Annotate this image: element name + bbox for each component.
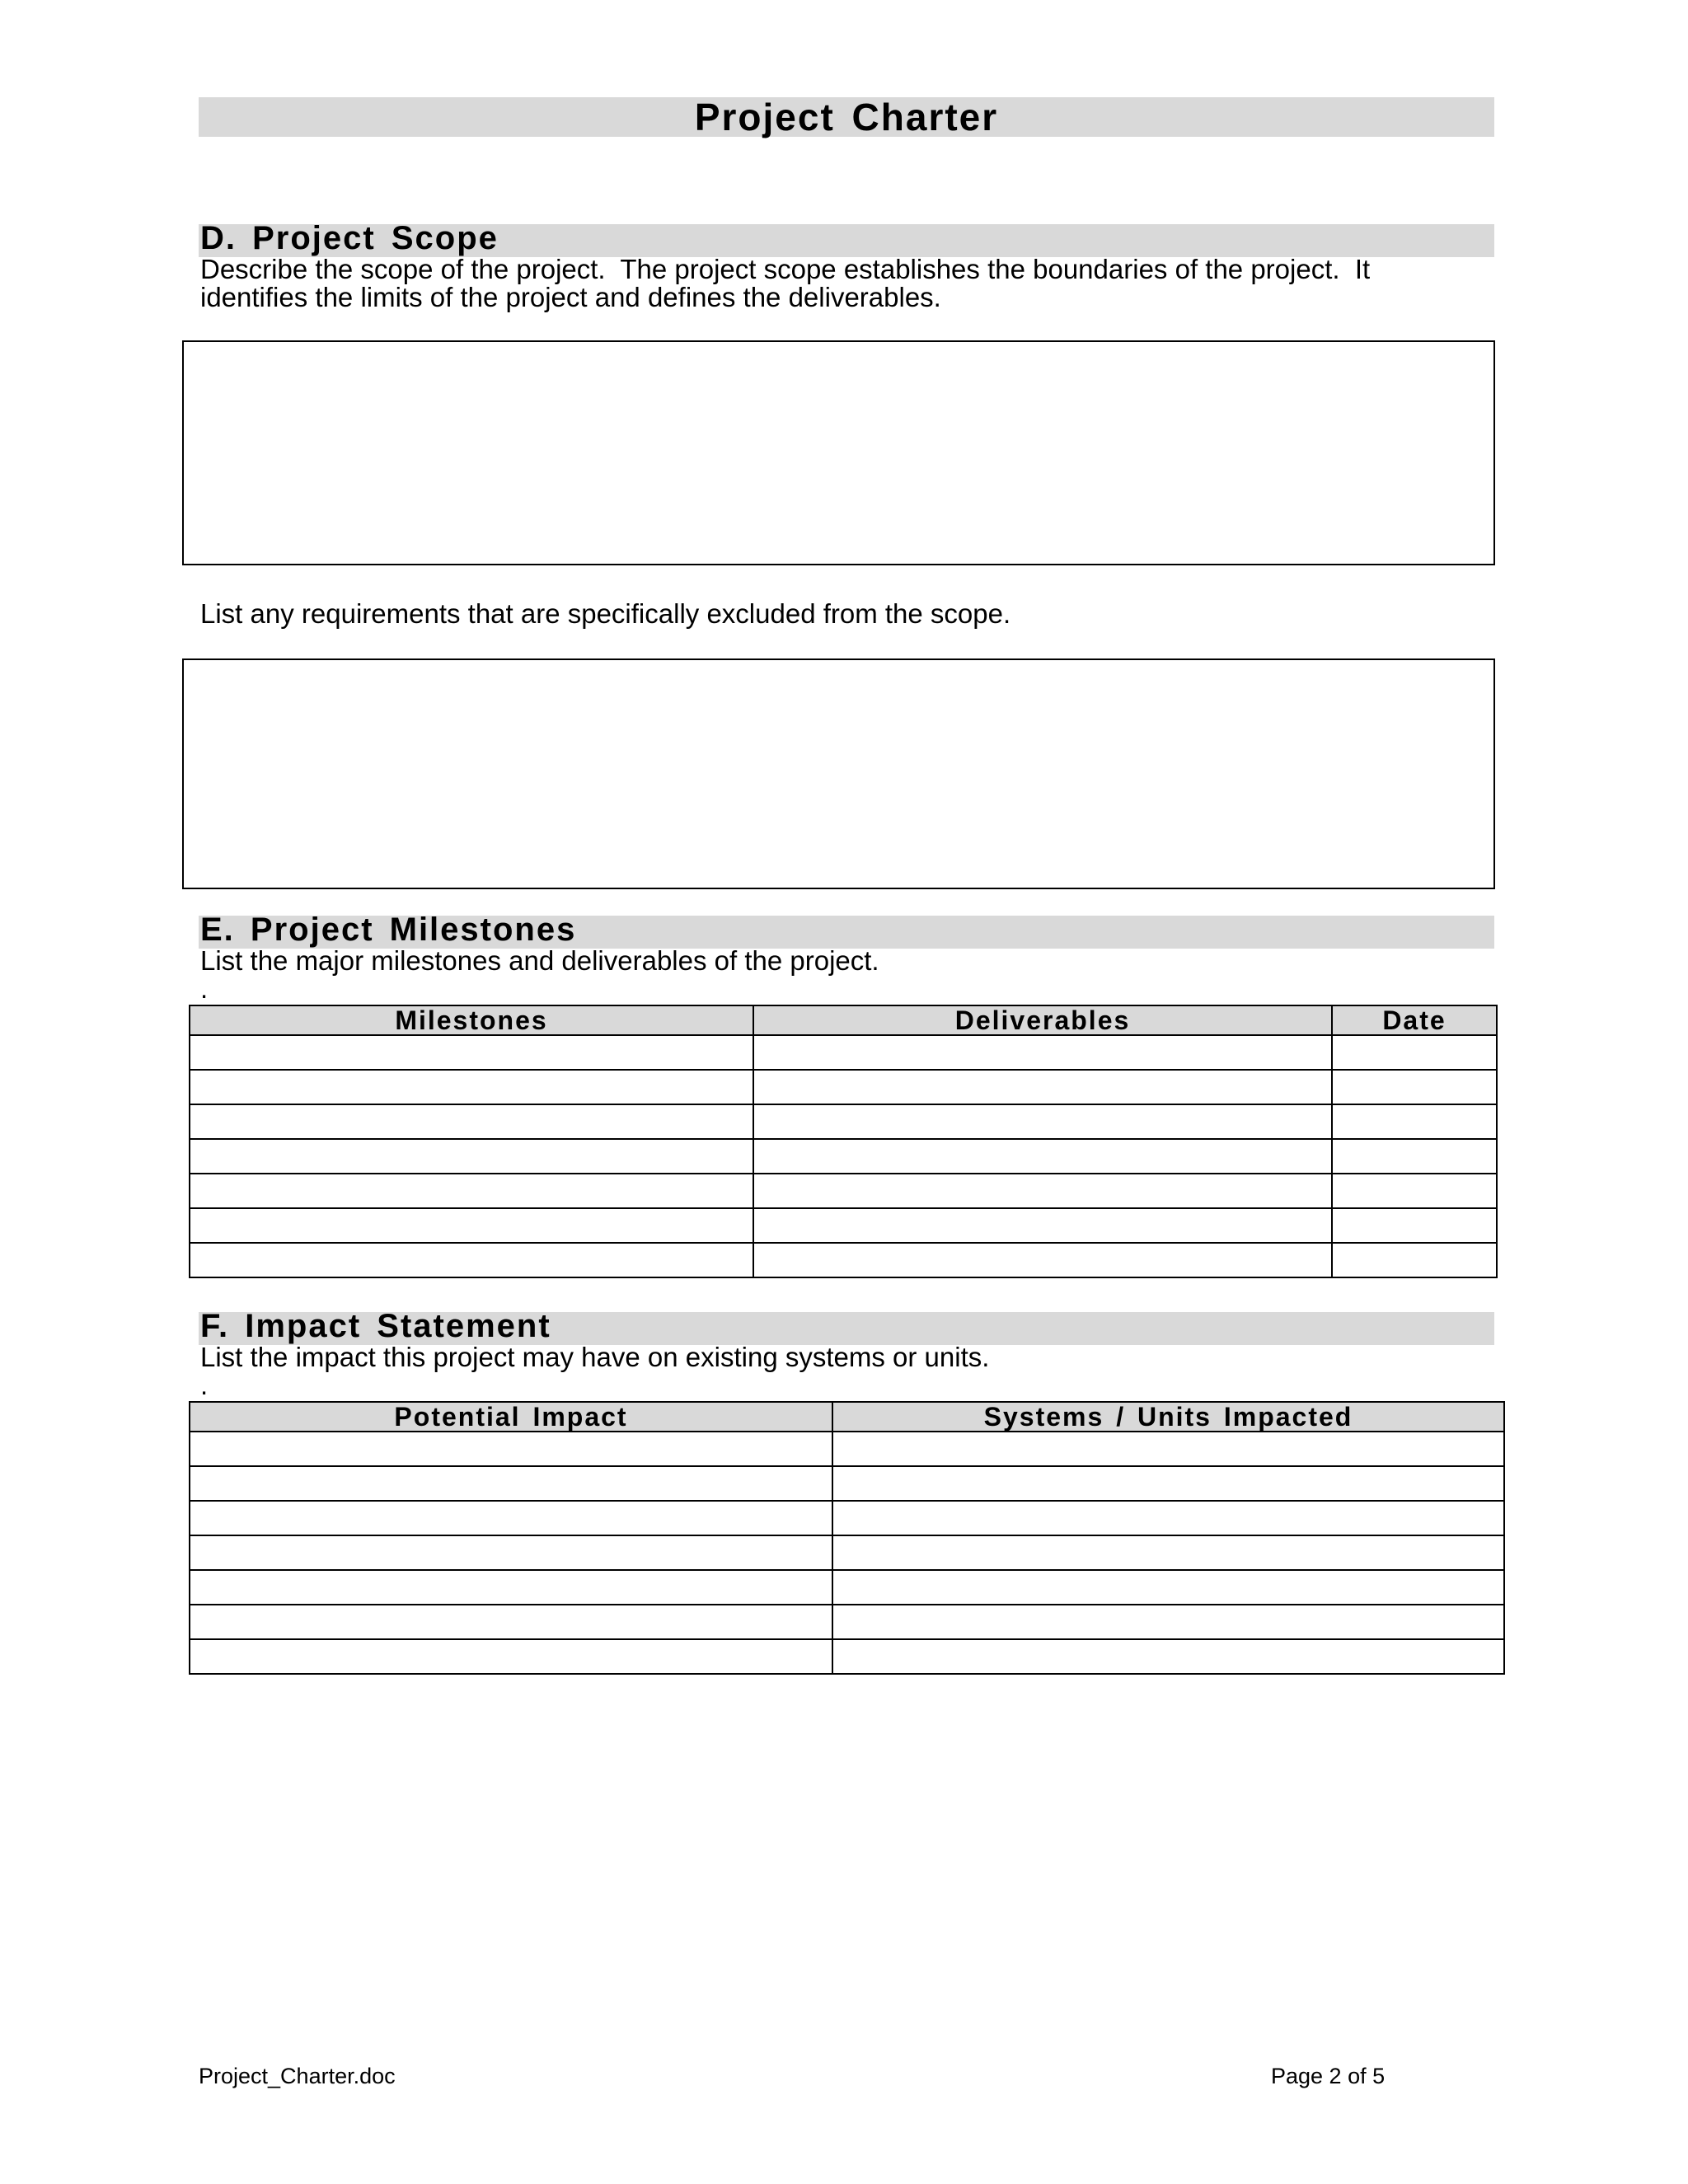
table-row — [190, 1466, 1504, 1501]
potential-impact-cell[interactable] — [190, 1570, 832, 1605]
milestone-cell[interactable] — [190, 1104, 753, 1139]
table-row — [190, 1243, 1497, 1277]
milestones-description: List the major milestones and deliverables of the project. — [200, 945, 879, 976]
scope-input-box[interactable] — [182, 340, 1495, 565]
section-d-heading: D. Project Scope — [200, 220, 499, 256]
milestones-table — [189, 1005, 1498, 1278]
potential-impact-cell[interactable] — [190, 1535, 832, 1570]
table-row — [190, 1104, 1497, 1139]
scope-description-line1: Describe the scope of the project. The project scope establishes the boundaries of the project. It — [200, 254, 1371, 284]
systems-impacted-cell[interactable] — [832, 1570, 1504, 1605]
potential-impact-cell[interactable] — [190, 1432, 832, 1466]
systems-impacted-cell[interactable] — [832, 1535, 1504, 1570]
date-cell[interactable] — [1332, 1104, 1497, 1139]
systems-impacted-cell[interactable] — [832, 1605, 1504, 1639]
systems-units-impacted-column-header: Systems / Units Impacted — [832, 1402, 1504, 1432]
deliverables-column-header: Deliverables — [753, 1005, 1332, 1035]
document-title: Project Charter — [199, 97, 1494, 137]
table-row — [190, 1035, 1497, 1070]
deliverable-cell[interactable] — [753, 1035, 1332, 1070]
systems-impacted-cell[interactable] — [832, 1466, 1504, 1501]
deliverable-cell[interactable] — [753, 1104, 1332, 1139]
systems-impacted-cell[interactable] — [832, 1501, 1504, 1535]
date-column-header: Date — [1332, 1005, 1497, 1035]
potential-impact-cell[interactable] — [190, 1501, 832, 1535]
impact-table — [189, 1401, 1505, 1675]
milestones-column-header: Milestones — [190, 1005, 753, 1035]
impact-description: List the impact this project may have on existing systems or units. — [200, 1342, 990, 1372]
table-row — [190, 1605, 1504, 1639]
table-row — [190, 1208, 1497, 1243]
systems-impacted-cell[interactable] — [832, 1432, 1504, 1466]
date-cell[interactable] — [1332, 1139, 1497, 1174]
date-cell[interactable] — [1332, 1070, 1497, 1104]
exclusions-prompt: List any requirements that are specifically excluded from the scope. — [200, 598, 1011, 629]
deliverable-cell[interactable] — [753, 1070, 1332, 1104]
milestones-header-row — [190, 1005, 1497, 1035]
deliverable-cell[interactable] — [753, 1174, 1332, 1208]
table-row — [190, 1535, 1504, 1570]
potential-impact-column-header: Potential Impact — [190, 1402, 832, 1432]
potential-impact-cell[interactable] — [190, 1639, 832, 1674]
milestone-cell[interactable] — [190, 1070, 753, 1104]
impact-header-row — [190, 1402, 1504, 1432]
deliverable-cell[interactable] — [753, 1243, 1332, 1277]
date-cell[interactable] — [1332, 1035, 1497, 1070]
table-row — [190, 1570, 1504, 1605]
milestone-cell[interactable] — [190, 1243, 753, 1277]
table-row — [190, 1501, 1504, 1535]
date-cell[interactable] — [1332, 1174, 1497, 1208]
systems-impacted-cell[interactable] — [832, 1639, 1504, 1674]
exclusions-input-box[interactable] — [182, 658, 1495, 889]
table-row — [190, 1139, 1497, 1174]
milestone-cell[interactable] — [190, 1208, 753, 1243]
deliverable-cell[interactable] — [753, 1139, 1332, 1174]
milestone-cell[interactable] — [190, 1174, 753, 1208]
deliverable-cell[interactable] — [753, 1208, 1332, 1243]
footer-filename: Project_Charter.doc — [199, 2064, 396, 2088]
impact-dot: . — [200, 1370, 209, 1400]
date-cell[interactable] — [1332, 1243, 1497, 1277]
milestone-cell[interactable] — [190, 1139, 753, 1174]
table-row — [190, 1174, 1497, 1208]
milestone-cell[interactable] — [190, 1035, 753, 1070]
footer-page-number: Page 2 of 5 — [1271, 2064, 1386, 2088]
potential-impact-cell[interactable] — [190, 1466, 832, 1501]
potential-impact-cell[interactable] — [190, 1605, 832, 1639]
milestones-dot: . — [200, 973, 209, 1004]
table-row — [190, 1432, 1504, 1466]
table-row — [190, 1070, 1497, 1104]
section-f-heading: F. Impact Statement — [200, 1308, 551, 1344]
date-cell[interactable] — [1332, 1208, 1497, 1243]
scope-description-line2: identifies the limits of the project and defines the deliverables. — [200, 282, 941, 312]
section-e-heading: E. Project Milestones — [200, 912, 577, 948]
table-row — [190, 1639, 1504, 1674]
